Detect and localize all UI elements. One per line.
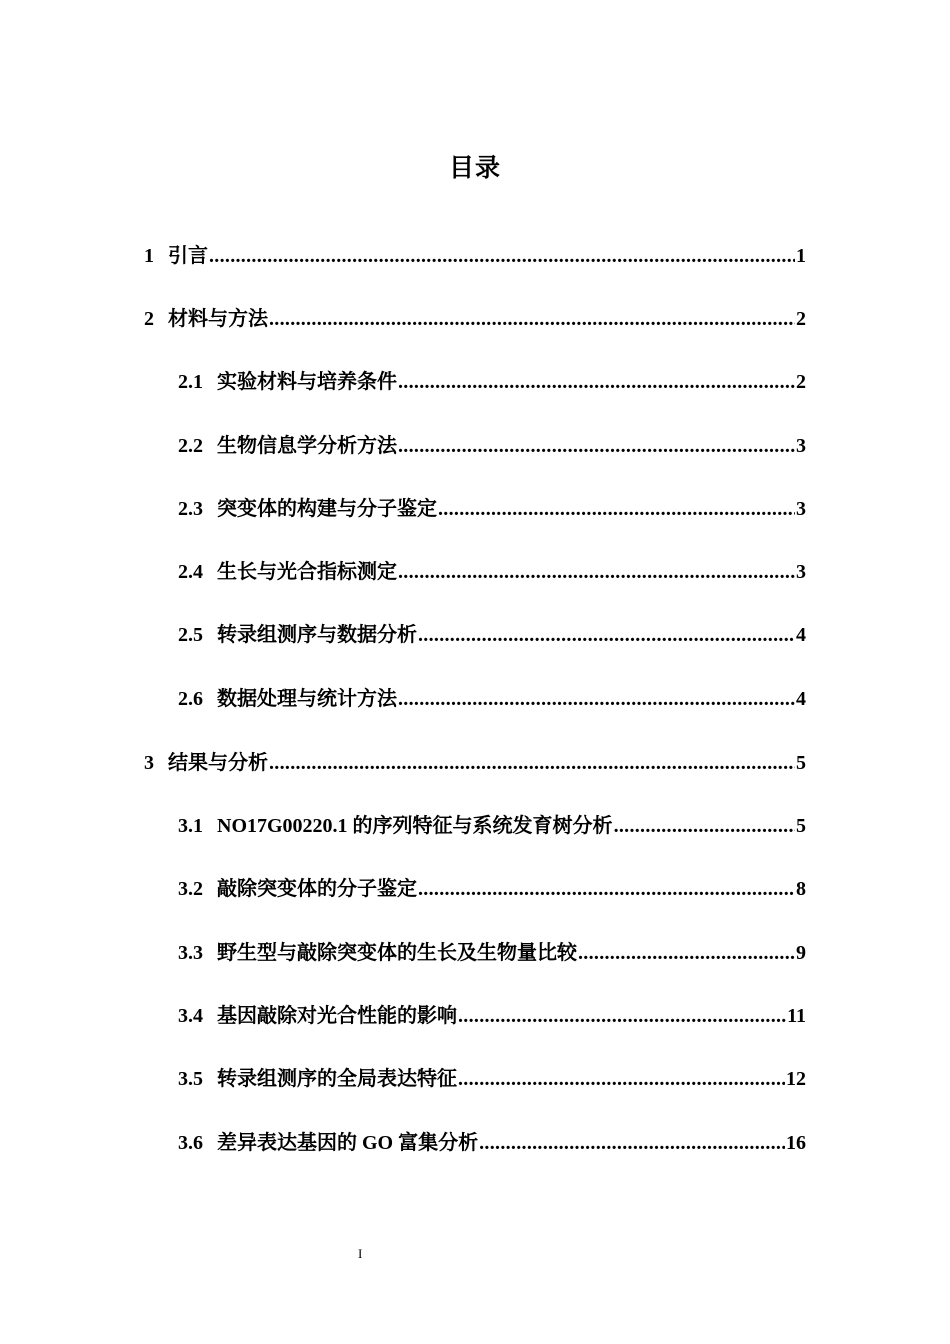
- toc-entry-2-3[interactable]: [178, 496, 806, 522]
- toc-page-number: 4: [796, 624, 806, 646]
- toc-page-number: 2: [796, 308, 806, 330]
- toc-page-number: 3: [796, 435, 806, 457]
- toc-page-number: 11: [787, 1005, 806, 1027]
- toc-entry-3[interactable]: [144, 750, 806, 776]
- toc-number: 1: [144, 245, 154, 267]
- toc-number: 3.4: [178, 1005, 203, 1027]
- toc-number: 3.5: [178, 1068, 203, 1090]
- toc-entry-3-6[interactable]: [178, 1130, 806, 1156]
- toc-title: 生长与光合指标测定: [217, 561, 397, 583]
- toc-dot-leader: [398, 559, 795, 585]
- page-title: 目录: [448, 155, 501, 182]
- toc-dot-leader: [269, 750, 795, 776]
- toc-title: 差异表达基因的 GO 富集分析: [217, 1132, 479, 1154]
- toc-dot-leader: [269, 306, 795, 332]
- toc-entry-3-4[interactable]: [178, 1003, 806, 1029]
- toc-title: 材料与方法: [168, 308, 268, 330]
- toc-dot-leader: [578, 940, 795, 966]
- toc-title: 数据处理与统计方法: [217, 688, 397, 710]
- toc-entry-3-5[interactable]: [178, 1066, 806, 1092]
- toc-page-number: 5: [796, 752, 806, 774]
- toc-number: 2: [144, 308, 154, 330]
- toc-number: 3.1: [178, 815, 203, 837]
- toc-title: 敲除突变体的分子鉴定: [217, 878, 417, 900]
- toc-title: 转录组测序与数据分析: [217, 624, 417, 646]
- toc-number: 2.2: [178, 435, 203, 457]
- toc-dot-leader: [209, 243, 795, 269]
- toc-entry-2-4[interactable]: [178, 559, 806, 585]
- toc-entry-2-1[interactable]: [178, 369, 806, 395]
- toc-dot-leader: [458, 1066, 785, 1092]
- page-number-footer: I: [358, 1246, 363, 1261]
- toc-dot-leader: [398, 433, 795, 459]
- toc-page-number: 16: [786, 1132, 806, 1154]
- toc-dot-leader: [438, 496, 795, 522]
- toc-page-number: 5: [796, 815, 806, 837]
- toc-dot-leader: [458, 1003, 786, 1029]
- toc-title: 引言: [168, 245, 208, 267]
- toc-number: 2.6: [178, 688, 203, 710]
- toc-title: 野生型与敲除突变体的生长及生物量比较: [217, 942, 577, 964]
- toc-dot-leader: [418, 622, 795, 648]
- toc-page-number: 3: [796, 561, 806, 583]
- toc-page-number: 3: [796, 498, 806, 520]
- toc-dot-leader: [614, 813, 795, 839]
- toc-page-number: 4: [796, 688, 806, 710]
- toc-number: 3.2: [178, 878, 203, 900]
- toc-entry-3-1[interactable]: [178, 813, 806, 839]
- toc-title: 突变体的构建与分子鉴定: [217, 498, 437, 520]
- toc-title: NO17G00220.1 的序列特征与系统发育树分析: [217, 815, 613, 837]
- toc-entry-1[interactable]: [144, 243, 806, 269]
- toc-title: 实验材料与培养条件: [217, 371, 397, 393]
- toc-entry-2-2[interactable]: [178, 433, 806, 459]
- toc-number: 3: [144, 752, 154, 774]
- toc-entry-2-6[interactable]: [178, 686, 806, 712]
- toc-number: 3.6: [178, 1132, 203, 1154]
- toc-entry-3-2[interactable]: [178, 876, 806, 902]
- toc-entry-3-3[interactable]: [178, 940, 806, 966]
- toc-title: 基因敲除对光合性能的影响: [217, 1005, 457, 1027]
- toc-number: 3.3: [178, 942, 203, 964]
- toc-entry-2[interactable]: [144, 306, 806, 332]
- toc-dot-leader: [398, 686, 795, 712]
- toc-dot-leader: [398, 369, 795, 395]
- toc-dot-leader: [479, 1130, 785, 1156]
- toc-entry-2-5[interactable]: [178, 622, 806, 648]
- toc-number: 2.5: [178, 624, 203, 646]
- toc-number: 2.4: [178, 561, 203, 583]
- toc-title: 结果与分析: [168, 752, 268, 774]
- toc-number: 2.1: [178, 371, 203, 393]
- toc-number: 2.3: [178, 498, 203, 520]
- toc-page-number: 12: [786, 1068, 806, 1090]
- toc-page-number: 9: [796, 942, 806, 964]
- toc-title: 生物信息学分析方法: [217, 435, 397, 457]
- toc-page-number: 8: [796, 878, 806, 900]
- toc-title: 转录组测序的全局表达特征: [217, 1068, 457, 1090]
- toc-page-number: 2: [796, 371, 806, 393]
- toc-page-number: 1: [796, 245, 806, 267]
- toc-dot-leader: [418, 876, 795, 902]
